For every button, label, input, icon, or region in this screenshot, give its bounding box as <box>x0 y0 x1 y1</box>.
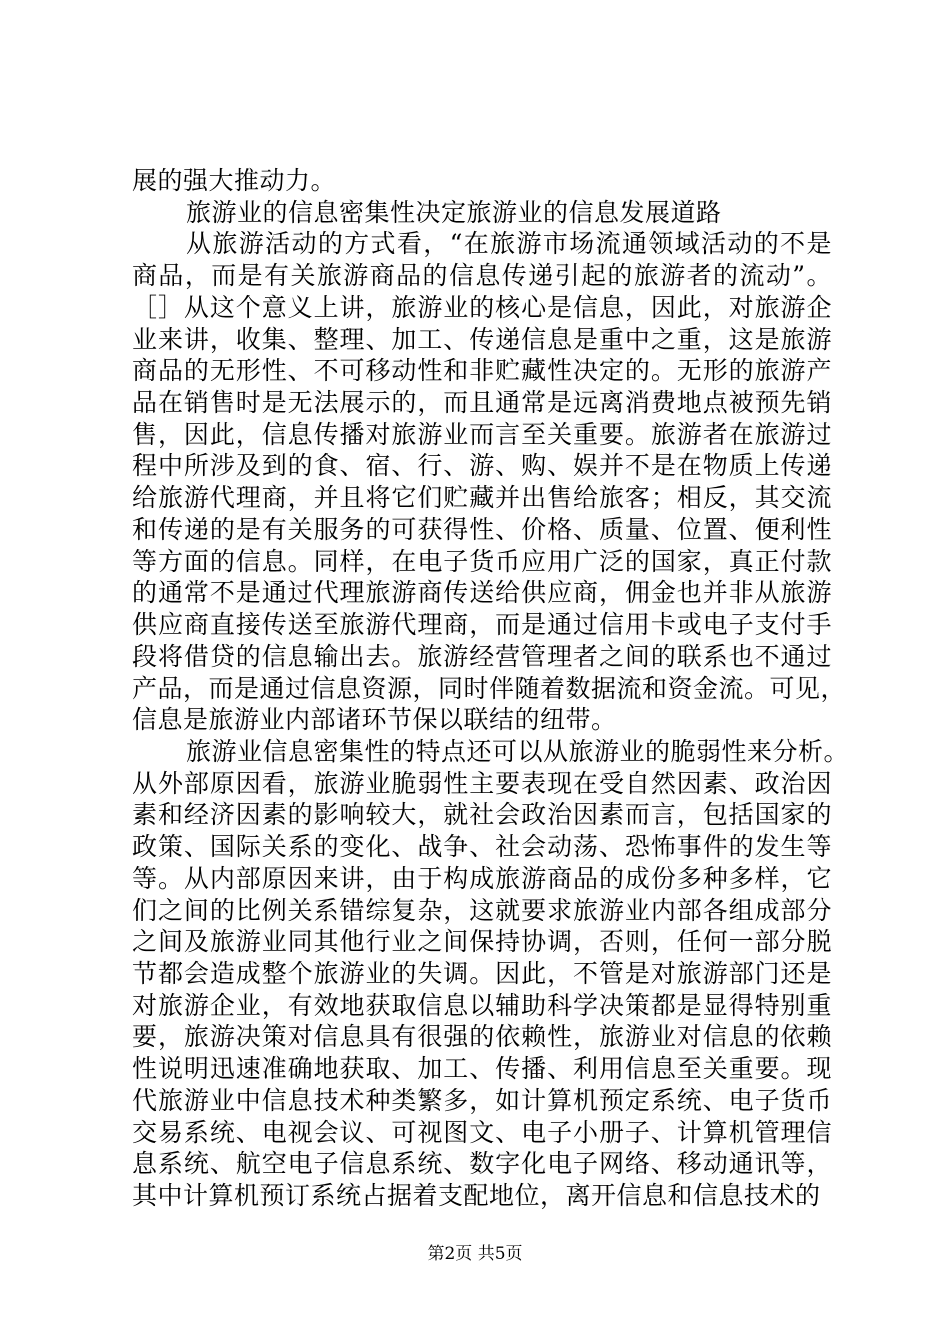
paragraph-line: 段将借贷的信息输出去。旅游经营管理者之间的联系也不通过 <box>132 642 832 671</box>
paragraph-line: 供应商直接传送至旅游代理商，而是通过信用卡或电子支付手 <box>132 610 832 639</box>
paragraph-line: 性说明迅速准确地获取、加工、传播、利用信息至关重要。现 <box>132 1054 832 1083</box>
paragraph-line: 售，因此，信息传播对旅游业而言至关重要。旅游者在旅游过 <box>132 420 832 449</box>
paragraph-line: 信息是旅游业内部诸环节保以联结的纽带。 <box>132 705 617 734</box>
page-number-footer: 第2页 共5页 <box>427 1244 523 1264</box>
paragraph-line: 的通常不是通过代理旅游商传送给供应商，佣金也并非从旅游 <box>132 578 832 607</box>
paragraph-line: 代旅游业中信息技术种类繁多，如计算机预定系统、电子货币 <box>132 1086 832 1115</box>
paragraph-line: 商品，而是有关旅游商品的信息传递引起的旅游者的流动”。 <box>132 261 832 290</box>
paragraph-line: 对旅游企业，有效地获取信息以辅助科学决策都是显得特别重 <box>132 991 832 1020</box>
paragraph-line: 和传递的是有关服务的可获得性、价格、质量、位置、便利性 <box>132 515 832 544</box>
paragraph-line: 从外部原因看，旅游业脆弱性主要表现在受自然因素、政治因 <box>132 769 832 798</box>
paragraph-line: 交易系统、电视会议、可视图文、电子小册子、计算机管理信 <box>132 1118 832 1147</box>
paragraph-line: 从旅游活动的方式看，“在旅游市场流通领域活动的不是 <box>186 229 832 258</box>
paragraph-line: 息系统、航空电子信息系统、数字化电子网络、移动通讯等， <box>132 1149 832 1178</box>
paragraph-line: 展的强大推动力。 <box>132 166 337 195</box>
paragraph-line: 业来讲，收集、整理、加工、传递信息是重中之重，这是旅游 <box>132 325 832 354</box>
paragraph-line: 给旅游代理商，并且将它们贮藏并出售给旅客；相反，其交流 <box>132 483 832 512</box>
paragraph-line: 品在销售时是无法展示的，而且通常是远离消费地点被预先销 <box>132 388 832 417</box>
paragraph-line: 们之间的比例关系错综复杂，这就要求旅游业内部各组成部分 <box>132 896 832 925</box>
paragraph-line: 产品，而是通过信息资源，同时伴随着数据流和资金流。可见， <box>132 674 847 703</box>
paragraph-line: 政策、国际关系的变化、战争、社会动荡、恐怖事件的发生等 <box>132 832 832 861</box>
paragraph-line: 程中所涉及到的食、宿、行、游、购、娱并不是在物质上传递 <box>132 451 832 480</box>
paragraph-line: ［］从这个意义上讲，旅游业的核心是信息，因此，对旅游企 <box>132 293 832 322</box>
paragraph-line: 节都会造成整个旅游业的失调。因此，不管是对旅游部门还是 <box>132 959 832 988</box>
paragraph-line: 等方面的信息。同样，在电子货币应用广泛的国家，真正付款 <box>132 547 832 576</box>
section-heading: 旅游业的信息密集性决定旅游业的信息发展道路 <box>186 198 722 227</box>
paragraph-line: 旅游业信息密集性的特点还可以从旅游业的脆弱性来分析。 <box>186 737 850 766</box>
paragraph-line: 其中计算机预订系统占据着支配地位，离开信息和信息技术的 <box>132 1181 821 1210</box>
paragraph-line: 素和经济因素的影响较大，就社会政治因素而言，包括国家的 <box>132 800 832 829</box>
paragraph-line: 等。从内部原因来讲，由于构成旅游商品的成份多种多样，它 <box>132 864 832 893</box>
paragraph-line: 要，旅游决策对信息具有很强的依赖性，旅游业对信息的依赖 <box>132 1022 832 1051</box>
paragraph-line: 之间及旅游业同其他行业之间保持协调，否则，任何一部分脱 <box>132 927 832 956</box>
paragraph-line: 商品的无形性、不可移动性和非贮藏性决定的。无形的旅游产 <box>132 356 832 385</box>
